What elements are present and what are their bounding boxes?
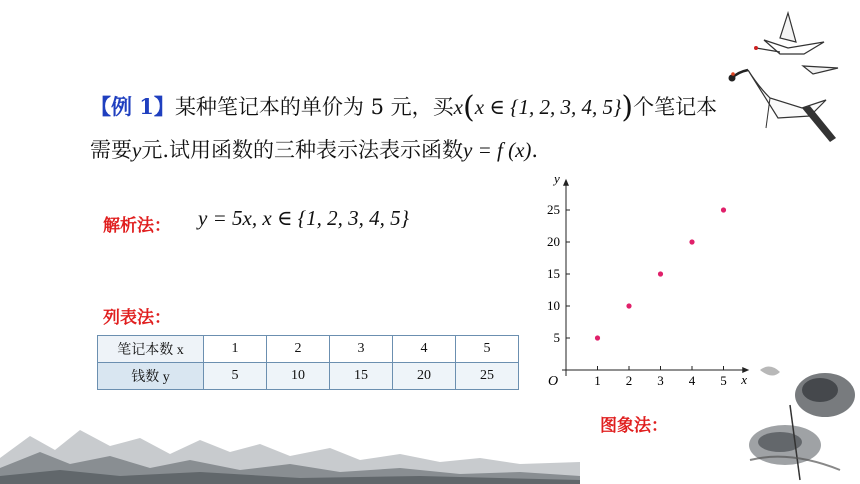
y-tick-label: 10 — [547, 298, 560, 313]
data-point — [689, 239, 694, 244]
table-cell: 15 — [330, 363, 393, 390]
scatter-plot — [530, 170, 760, 400]
table-cell: 10 — [267, 363, 330, 390]
example-tag: 【例 1】 — [90, 94, 175, 119]
domain-set: x ∈ {1, 2, 3, 4, 5} — [474, 95, 622, 119]
question-line-1 — [90, 90, 718, 125]
question-end: . — [531, 138, 539, 162]
question-text-1: 某种笔记本的单价为 5 元，买 — [174, 95, 454, 119]
table-cell: 3 — [330, 336, 393, 363]
x-tick-label: 5 — [720, 373, 727, 388]
crane-illustration — [718, 8, 848, 148]
data-point — [721, 207, 726, 212]
table-row — [98, 363, 519, 390]
table-row — [98, 336, 519, 363]
table-cell: 20 — [393, 363, 456, 390]
y-tick-label: 5 — [553, 330, 560, 345]
y-tick-label: 15 — [547, 266, 560, 281]
var-x: x — [453, 95, 463, 119]
table-cell: 4 — [393, 336, 456, 363]
data-point — [658, 271, 663, 276]
y-axis-label: y — [554, 170, 560, 186]
table-cell: 5 — [456, 336, 519, 363]
analytic-formula: y = 5x, x ∈ {1, 2, 3, 4, 5} — [198, 206, 409, 230]
question-line-2 — [90, 140, 538, 161]
var-y: y — [132, 138, 142, 162]
question-text-1-tail: 个笔记本 — [633, 95, 718, 119]
x-axis-label: x — [741, 372, 748, 387]
right-paren: ) — [621, 90, 634, 125]
analytic-label: 解析法： — [103, 216, 171, 236]
x-tick-label: 4 — [688, 373, 696, 388]
table-row-header: 钱数 y — [98, 363, 204, 390]
left-paren: ( — [462, 90, 475, 125]
graph-label: 图象法： — [600, 416, 668, 436]
question-text-2-tail: 元.试用函数的三种表示法表示函数 — [141, 138, 464, 162]
table-cell: 2 — [267, 336, 330, 363]
table-cell: 5 — [204, 363, 267, 390]
value-table — [97, 335, 519, 390]
mountain-decoration — [0, 418, 580, 484]
y-axis-arrow — [563, 179, 569, 186]
function-notation: y = f (x) — [463, 138, 532, 162]
table-cell: 25 — [456, 363, 519, 390]
x-tick-label: 2 — [625, 373, 633, 388]
data-point — [595, 335, 600, 340]
data-point — [626, 303, 631, 308]
y-tick-label: 20 — [547, 234, 560, 249]
table-row-header: 笔记本数 x — [98, 336, 204, 363]
y-tick-label: 25 — [547, 202, 560, 217]
question-text-2: 需要 — [90, 138, 132, 162]
origin-label: O — [548, 374, 559, 389]
table-cell: 1 — [204, 336, 267, 363]
x-tick-label: 1 — [594, 373, 601, 388]
tabular-label: 列表法： — [103, 308, 171, 328]
x-tick-label: 3 — [657, 373, 664, 388]
